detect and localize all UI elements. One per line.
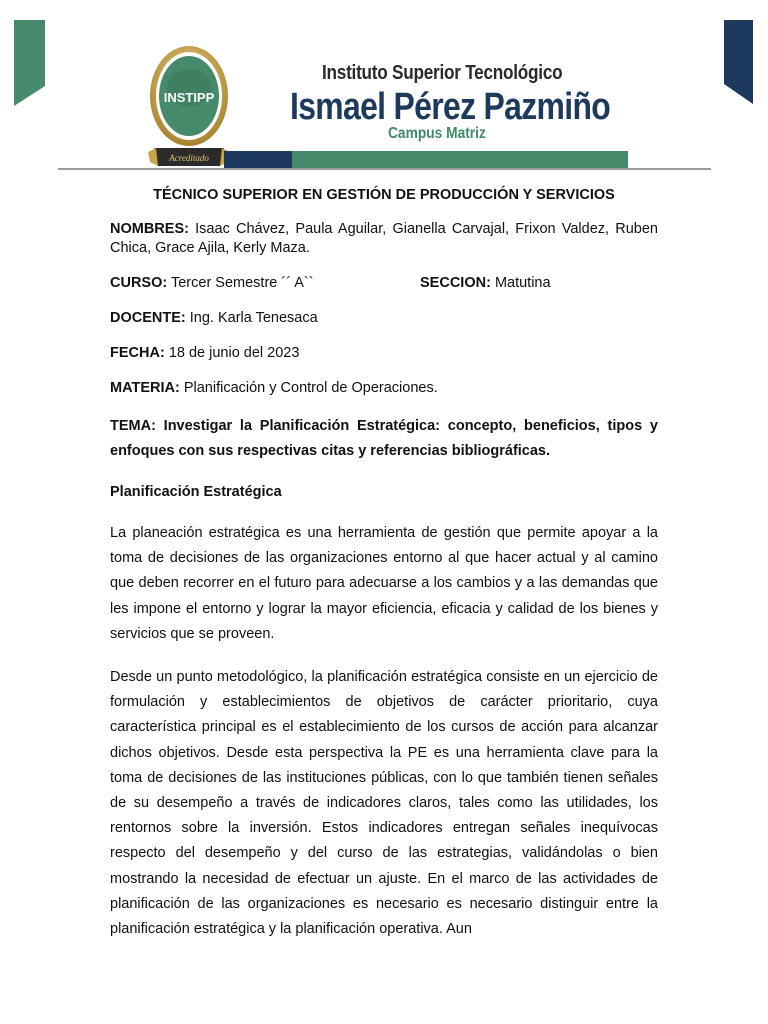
nombres-label: NOMBRES:	[110, 221, 189, 237]
header-bar-navy	[224, 151, 292, 168]
docente-value: Ing. Karla Tenesaca	[189, 310, 318, 326]
seccion-label: SECCION:	[420, 275, 491, 291]
seccion-field	[420, 274, 551, 293]
campus-label: Campus Matriz	[388, 125, 486, 142]
materia-field	[110, 379, 658, 398]
document-body	[110, 185, 658, 960]
materia-label: MATERIA:	[110, 380, 180, 396]
paragraph-1: La planeación estratégica es una herramienta de gestión que permite apoyar a la toma de decisiones de las organizaciones entorno al que hacer actual y al camino que deben recorrer en el futuro para adecuarse a los cambios y a las demandas que les impone el entorno y lograr la mayor eficiencia, eficacia y calidad de los bienes y servicios que se proveen.	[110, 525, 658, 642]
seal-text: INSTIPP	[163, 90, 215, 105]
header-divider	[58, 168, 711, 170]
instipp-seal-logo	[148, 44, 230, 168]
fecha-value: 18 de junio del 2023	[168, 345, 300, 361]
docente-label: DOCENTE:	[110, 310, 186, 326]
fecha-field	[110, 344, 658, 363]
seccion-value: Matutina	[494, 275, 551, 291]
navy-flag-decoration	[724, 20, 753, 104]
nombres-field	[110, 220, 658, 258]
docente-field	[110, 309, 658, 328]
green-flag-decoration	[14, 20, 45, 106]
fecha-label: FECHA:	[110, 345, 165, 361]
section-heading: Planificación Estratégica	[110, 484, 282, 500]
document-title: TÉCNICO SUPERIOR EN GESTIÓN DE PRODUCCIÓN Y SERVICIOS	[153, 187, 615, 203]
tema-statement: TEMA: Investigar la Planificación Estratégica: concepto, beneficios, tipos y enfoques con sus respectivas citas y referencias bibliográficas.	[110, 418, 658, 459]
seal-ribbon-text: Acreditado	[169, 153, 209, 163]
institute-label: Instituto Superior Tecnológico	[322, 62, 563, 84]
curso-value: Tercer Semestre ´´ A``	[170, 275, 314, 291]
institute-name: Ismael Pérez Pazmiño	[290, 86, 611, 128]
nombres-value: Isaac Chávez, Paula Aguilar, Gianella Carvajal, Frixon Valdez, Ruben Chica, Grace Ajila, Kerly Maza.	[110, 221, 658, 256]
curso-seccion-row	[110, 274, 658, 293]
paragraph-2: Desde un punto metodológico, la planificación estratégica consiste en un ejercicio de formulación y establecimientos de objetivos de carácter prioritario, cuya característica principal es el establecimiento de los cursos de acción para alcanzar dichos objetivos. Desde esta perspectiva la PE es una herramienta clave para la toma de decisiones de las instituciones públicas, con lo que también tienen señales de su desempeño a través de indicadores claros, tales como las utilidades, los rentornos sobre la inversión. Estos indicadores entregan señales inequívocas respecto del desempeño y del curso de las estrategias, validándolas o bien mostrando la necesidad de efectuar un ajuste. En el marco de las actividades de planificación de las organizaciones es necesario es necesario distinguir entre la planificación estratégica y la planificación operativa. Aun	[110, 669, 658, 938]
letterhead	[0, 0, 768, 175]
header-bar-green	[292, 151, 628, 168]
curso-field	[110, 274, 420, 293]
materia-value: Planificación y Control de Operaciones.	[183, 380, 438, 396]
curso-label: CURSO:	[110, 275, 168, 291]
